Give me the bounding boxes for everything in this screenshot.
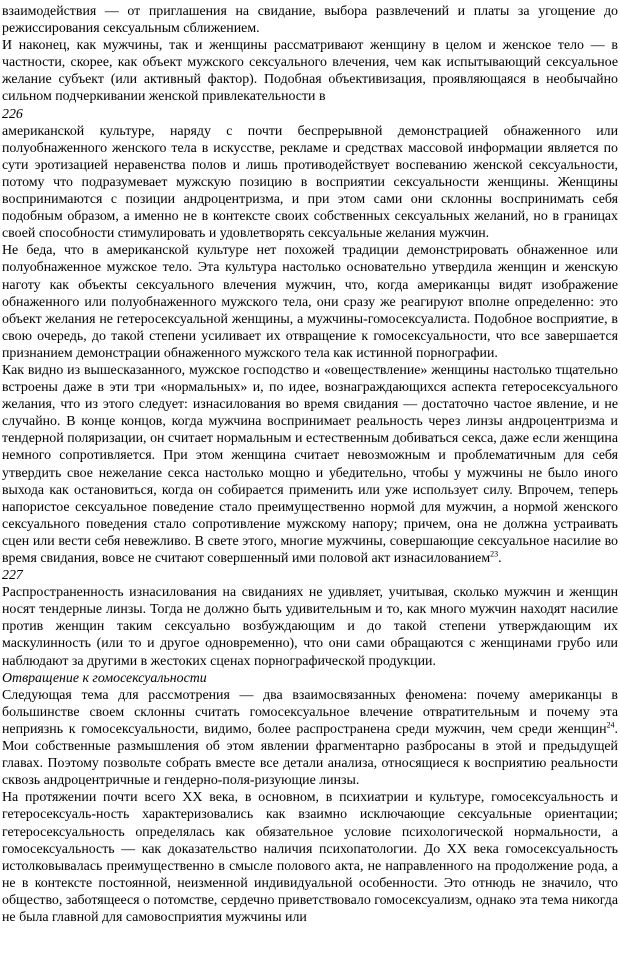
paragraph-twentieth-century: На протяжении почти всего XX века, в основном, в психиатрии и культуре, гомосексуальность и гетеросексуаль-ность характеризовались как взаимно исключающие сексуальные ориентации; гетеросексуальность определялась как обязательное условие психологической нормальности, а гомосексуальность — как доказательство наличия психопатологии. До XX века гомосексуальность истолковывалась преимущественно в смысле полового акта, не направленного на продолжение рода, а не в контексте постоянной, неизменной индивидуальной особенности. Это отнюдь не значило, что общество, заботящееся о потомстве, сердечно приветствовало гомосексуализм, однако эта тема никогда не была главной для самовосприятия мужчины или bbox=[2, 790, 618, 925]
paragraph-rape-prevalence: Распространенность изнасилования на свиданиях не удивляет, учитывая, сколько мужчин и женщин носят тендерные линзы. Тогда не должно быть удивительным и то, как много мужчин находят насилие против женщин таким сексуально возбуждающим и до такой степени утверждающим их маскулинность (или то и другое одновременно), что они сами обращаются с женщинами грубо или наблюдают за другими в жестоких сценах порнографической продукции. bbox=[2, 585, 618, 669]
paragraph-date-rape bbox=[2, 362, 618, 567]
paragraph-aversion-tail: . Мои собственные размышления об этом явлении фрагментарно разбросаны в этой и предыдущей главах. Поэтому позвольте собрать вместе все детали анализа, относящиеся к восприятию реальности сквозь андроцентричные и гендерно-поля-ризующие линзы. bbox=[2, 721, 618, 789]
paragraph-american-culture: американской культуре, наряду с почти беспрерывной демонстрацией обнаженного или полуобнаженного женского тела в искусстве, рекламе и средствах массовой информации является по сути эротизацией неравенства полов и лишь противодействует воспеванию женской сексуальности, потому что подразумевает мужскую позицию в восприятии сексуальности женщины. Женщины воспринимаются с позиции андроцентризма, и при этом сами они склонны воспринимать себя подобным образом, а именно не в контексте своих собственных сексуальных желаний, но в границах своей способности стимулировать и удовлетворять сексуальные желания мужчин. bbox=[2, 123, 618, 242]
footnote-ref-24[interactable]: 24 bbox=[606, 720, 615, 730]
paragraph-date-rape-text: Как видно из вышесказанного, мужское господство и «овеществление» женщины настолько тщательно встроены даже в эти три «нормальных» и, по идее, вознаграждающихся аспекта гетеросексуального желания, что из этого следует: изнасилования во время свидания — достаточно частое явление, и не случайно. В конце концов, когда мужчина воспринимает реальность через линзы андроцентризма и тендерной поляризации, он считает нормальным и естественным добиваться секса, даже если женщина немного сопротивляется. При этом женщина считает невозможным и проблематичным для себя утвердить свое нежелание секса настолько мощно и убедительно, чтобы у мужчины не было иного выхода как остановиться, когда он собирается применить или уже использует силу. Впрочем, теперь напористое сексуальное поведение стало преимущественно нормой для мужчин, а нормой женского сексуального поведения стало сопротивление мужскому напору; причем, она не должна устраивать сцен или вести себя невежливо. В свете этого, многие мужчины, совершающие сексуальное насилие во время свидания, вовсе не считают совершенный ими половой акт изнасилованием bbox=[2, 362, 618, 566]
footnote-ref-23[interactable]: 23 bbox=[490, 549, 499, 559]
paragraph-date-rape-tail: . bbox=[498, 551, 502, 566]
page-number-227: 227 bbox=[2, 568, 23, 584]
paragraph-dating-interaction: взаимодействия — от приглашения на свидание, выбора развлечений и платы за угощение до режиссирования сексуальным сближением. bbox=[2, 4, 618, 37]
paragraph-aversion-text: Следующая тема для рассмотрения — два взаимосвязанных феномена: почему американцы в большинстве своем склонны считать гомосексуальное влечение отвратительным и почему эта неприязнь к гомосексуальности, видимо, более распространена среди мужчин, чем среди женщин bbox=[2, 687, 618, 737]
paragraph-objectification: И наконец, как мужчины, так и женщины рассматривают женщину в целом и женское тело — в частности, скорее, как объект мужского сексуального влечения, чем как испытывающий сексуальное желание субъект (или активный фактор). Подобная объективизация, проявляющаяся в необычайно сильном подчеркивании женской привлекательности в bbox=[2, 38, 618, 105]
paragraph-male-body: Не беда, что в американской культуре нет похожей традиции демонстрировать обнаженное или полуобнаженное мужское тело. Эта культура настолько основательно утвердила женщин и женскую наготу как объекты сексуального влечения мужчин, что, когда американцы видят изображение обнаженного или полуобнаженного мужского тела, они сразу же реагируют вполне определенно: это объект желания не гетеросексуальной женщины, а мужчины-гомосексуалиста. Подобное восприятие, в свою очередь, до такой степени усиливает их отвращение к гомосексуальности, что все завершается признанием демонстрации обнаженного мужского тела как истинной порнографии. bbox=[2, 243, 618, 361]
page-number-226: 226 bbox=[2, 106, 23, 122]
section-heading: Отвращение к гомосексуальности bbox=[2, 670, 207, 686]
paragraph-aversion bbox=[2, 687, 618, 790]
